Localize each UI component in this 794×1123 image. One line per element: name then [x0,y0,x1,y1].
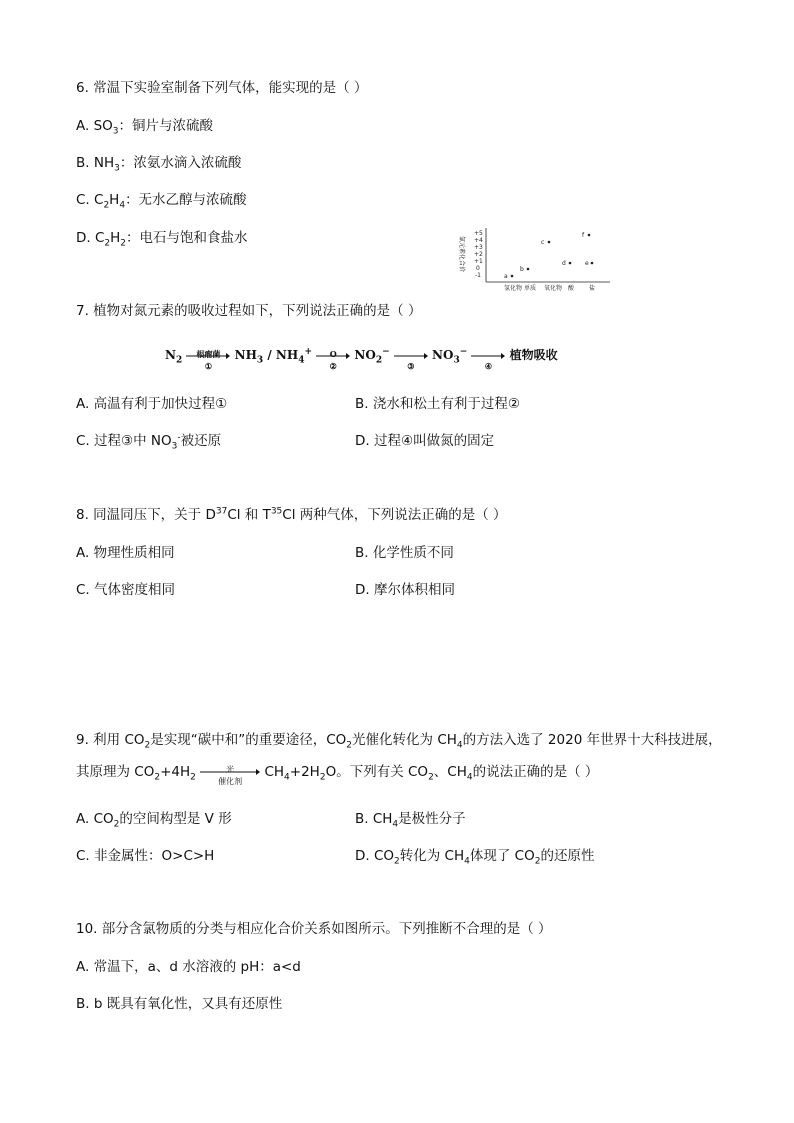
point-marker [548,241,551,244]
q9-option-a: A. $CO_2$的空间构型是 V 形 [76,811,232,830]
xcat-label: 酸 [568,285,575,292]
arrow-1: 根瘤菌 ① [186,347,230,365]
q9-stem-line2: 其原理为 $CO_2+4H_2$ 光 催化剂 $CH_4+2H_2O$。下列有关 $CO_2$、$CH_4$的说法正确的是（ ） [76,764,599,786]
xcat-label: 单质 [524,285,537,292]
q8-option-a: A. 物理性质相同 [76,545,175,561]
point-label-a: a [504,273,508,280]
point-marker [527,268,530,271]
q7-option-a: A. 高温有利于加快过程① [76,396,228,412]
ytick: 0 [476,265,480,272]
point-marker [588,234,591,237]
reaction-arrow: 光 催化剂 [200,763,260,781]
ytick: -1 [475,272,481,279]
q9-option-b: B. $CH_4$是极性分子 [355,811,466,830]
point-label-d: d [562,260,566,267]
point-label-f: f [582,232,585,239]
q9-option-c: C. 非金属性：O>C>H [76,848,215,864]
q7-option-b: B. 浇水和松土有利于过程② [355,396,520,412]
arrow-3: ③ [394,347,428,365]
q8-option-d: D. 摩尔体积相同 [355,582,455,598]
arrow-4: ④ [471,347,505,365]
q8-option-c: C. 气体密度相同 [76,582,176,598]
q7-equation: $N_2$ 根瘤菌 ① $NH_3 / NH_4^+$ O ② $NO_2^-$ ③ $NO_3^-$ ④ 植物吸收 [165,347,558,371]
q9-option-d: D. $CO_2$转化为 $CH_4$体现了 $CO_2$的还原性 [355,848,595,867]
ytick: +5 [474,230,483,237]
q8-stem: 8. 同温同压下，关于 $D^{37}Cl$ 和 $T^{35}Cl$ 两种气体，下列说法正确的是（ ） [76,506,507,523]
q10-stem: 10. 部分含氯物质的分类与相应化合价关系如图所示。下列推断不合理的是（ ） [76,921,552,937]
point-marker [569,262,572,265]
xcat-label: 氢化物 [504,285,523,292]
q6-option-b: B. $NH_3$：浓氨水滴入浓硫酸 [76,155,242,174]
q7-stem: 7. 植物对氮元素的吸收过程如下，下列说法正确的是（ ） [76,303,422,319]
q10-option-b: B. b 既具有氧化性，又具有还原性 [76,996,283,1012]
point-label-c: c [541,239,545,246]
point-label-b: b [520,266,524,273]
point-label-e: e [585,260,589,267]
q6-option-a: A. $SO_3$：铜片与浓硫酸 [76,118,214,137]
point-marker [591,262,594,265]
q6-option-d: D. $C_2H_2$：电石与饱和食盐水 [76,230,248,249]
xcat-label: 盐 [589,285,596,292]
q8-option-b: B. 化学性质不同 [355,545,454,561]
ytick: +4 [474,237,483,244]
arrow-2: O ② [316,347,350,365]
q7-option-c: C. 过程③中 $NO_3^-$被还原 [76,432,222,452]
point-marker [511,275,514,278]
q10-option-a: A. 常温下，a、d 水溶液的 pH：a<d [76,959,301,975]
q9-stem-line1: 9. 利用 $CO_2$是实现“碳中和”的重要途径，$CO_2$光催化转化为 $CH_4$的方法入选了 2020 年世界十大科技进展， [76,732,722,751]
ytick: +1 [474,258,483,265]
figure-ylabel: 氯元素化合价 [458,236,465,273]
chlorine-valence-figure [452,222,612,306]
ytick: +3 [474,244,483,251]
q6-option-c: C. $C_2H_4$：无水乙醇与浓硫酸 [76,192,247,211]
xcat-label: 氧化物 [544,285,563,292]
q6-stem: 6. 常温下实验室制备下列气体，能实现的是（ ） [76,80,368,96]
ytick: +2 [474,251,483,258]
q7-option-d: D. 过程④叫做氮的固定 [355,433,495,449]
